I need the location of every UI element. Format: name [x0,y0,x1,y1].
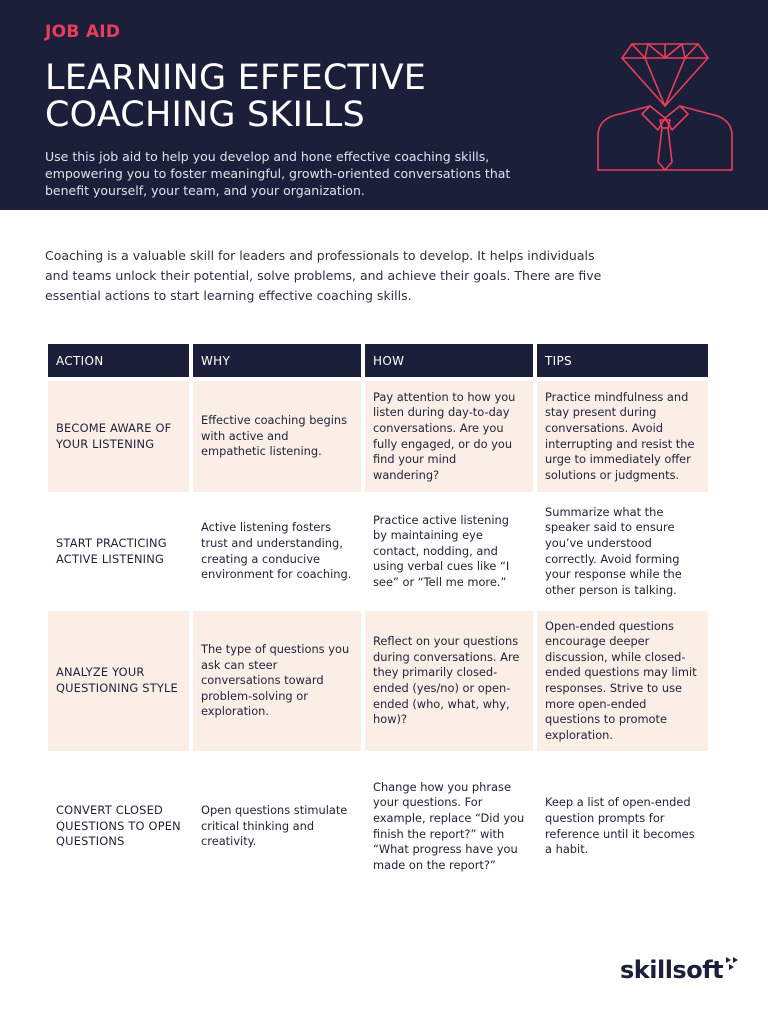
table-row [48,496,708,607]
tips-cell: Keep a list of open-ended question prompts for reference until it becomes a habit. [545,795,695,857]
intro-paragraph: Coaching is a valuable skill for leaders and professionals to develop. It helps individuals and teams unlock their potential, solve problems, and achieve their goals. There are five essential actions to start learning effective coaching skills. [45,248,602,303]
logo-wordmark: skillsoft [620,956,724,984]
action-cell: START PRACTICING ACTIVE LISTENING [56,535,167,566]
why-cell: Effective coaching begins with active and empathetic listening. [193,381,361,492]
how-cell: Reflect on your questions during conversations. Are they primarily closed-ended (yes/no) or open-ended (who, what, why, how)? [365,611,533,751]
why-cell: Active listening fosters trust and understanding, creating a conducive environment for coaching. [201,520,352,582]
action-cell: CONVERT CLOSED QUESTIONS TO OPEN QUESTIONS [56,803,181,849]
column-header-action: ACTION [48,344,189,377]
coaching-skills-table [48,344,708,902]
page-subtitle: Use this job aid to help you develop and hone effective coaching skills, empowering you to foster meaningful, growth-oriented conversations that benefit yourself, your team, and your organization. [45,149,511,198]
action-cell: BECOME AWARE OF YOUR LISTENING [48,381,189,492]
table-row [48,755,708,898]
how-cell: Change how you phrase your questions. For example, replace “Did you finish the report?” with “What progress have you made on the report?” [373,779,525,872]
eyebrow-label: JOB AID [45,22,121,42]
column-header-why: WHY [193,344,361,377]
tips-cell: Practice mindfulness and stay present during conversations. Avoid interrupting and resist the urge to immediately offer solutions or judgments. [537,381,708,492]
skillsoft-arrows-icon [724,956,742,972]
how-cell: Pay attention to how you listen during day-to-day conversations. Are you fully engaged, or do you find your mind wandering? [365,381,533,492]
header-banner [0,0,768,210]
tips-cell: Open-ended questions encourage deeper discussion, while closed-ended questions may limit responses. Strive to use more open-ended questions to promote exploration. [537,611,708,751]
action-cell: ANALYZE YOUR QUESTIONING STYLE [48,611,189,751]
column-header-tips: TIPS [537,344,708,377]
page-title: LEARNING EFFECTIVE COACHING SKILLS [45,58,427,135]
table-row [48,381,708,492]
why-cell: Open questions stimulate critical thinking and creativity. [201,803,348,849]
table-header-row [48,344,708,377]
table-row [48,611,708,751]
person-with-diamond-head-icon [590,36,740,176]
tips-cell: Summarize what the speaker said to ensure you’ve understood correctly. Avoid forming your response while the other person is talking. [545,504,682,597]
how-cell: Practice active listening by maintaining eye contact, nodding, and using verbal cues like “I see” or “Tell me more.” [373,512,510,589]
column-header-how: HOW [365,344,533,377]
skillsoft-logo [620,956,742,984]
why-cell: The type of questions you ask can steer conversations toward problem-solving or exploration. [193,611,361,751]
